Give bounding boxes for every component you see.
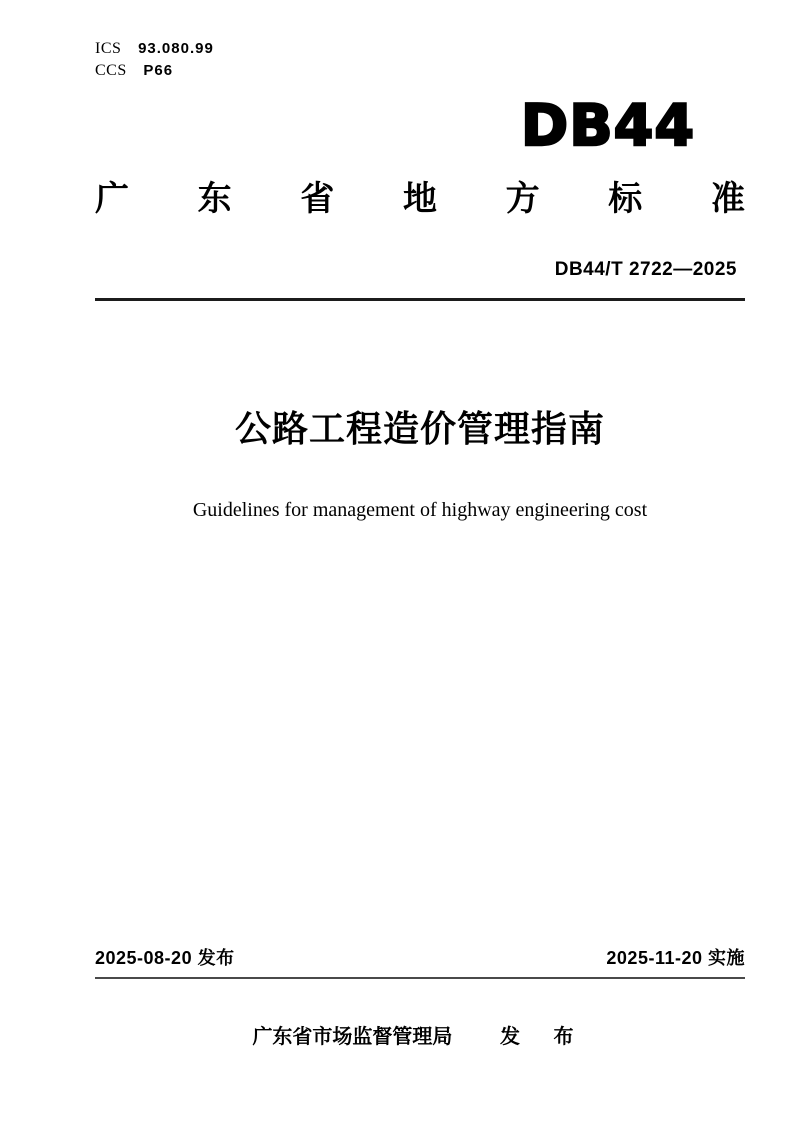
implementation-date: 2025-11-20 实施 [606, 948, 745, 968]
standard-type-char: 地 [402, 180, 437, 218]
standard-type-char: 东 [197, 180, 232, 218]
ics-value: 93.080.99 [138, 40, 214, 57]
footer-rule [95, 977, 745, 979]
ccs-value: P66 [143, 62, 174, 79]
db44-logo: DB44 [520, 93, 695, 159]
publisher-name: 广东省市场监督管理局 [252, 1026, 453, 1048]
standard-type-char: 省 [300, 180, 335, 218]
standard-type-char: 准 [710, 180, 745, 218]
ics-label: ICS [95, 40, 122, 57]
standard-type-char: 广 [95, 180, 129, 218]
ccs-label: CCS [95, 62, 127, 79]
standard-number: DB44/T 2722—2025 [554, 259, 737, 280]
document-title-cn: 公路工程造价管理指南 [234, 408, 605, 449]
standard-type-char: 标 [608, 180, 643, 218]
header-rule [95, 298, 745, 301]
document-title-en: Guidelines for management of highway engineering cost [192, 499, 648, 521]
dates-row [95, 947, 745, 969]
publisher-row [95, 1024, 745, 1050]
issue-date: 2025-08-20 发布 [95, 948, 235, 968]
classification-codes [95, 38, 214, 82]
ccs-code-line [95, 60, 214, 82]
standard-type-title [95, 180, 745, 218]
standard-type-char: 方 [505, 180, 540, 218]
ics-code-line [95, 38, 214, 60]
publish-label: 发 布 [500, 1026, 588, 1048]
